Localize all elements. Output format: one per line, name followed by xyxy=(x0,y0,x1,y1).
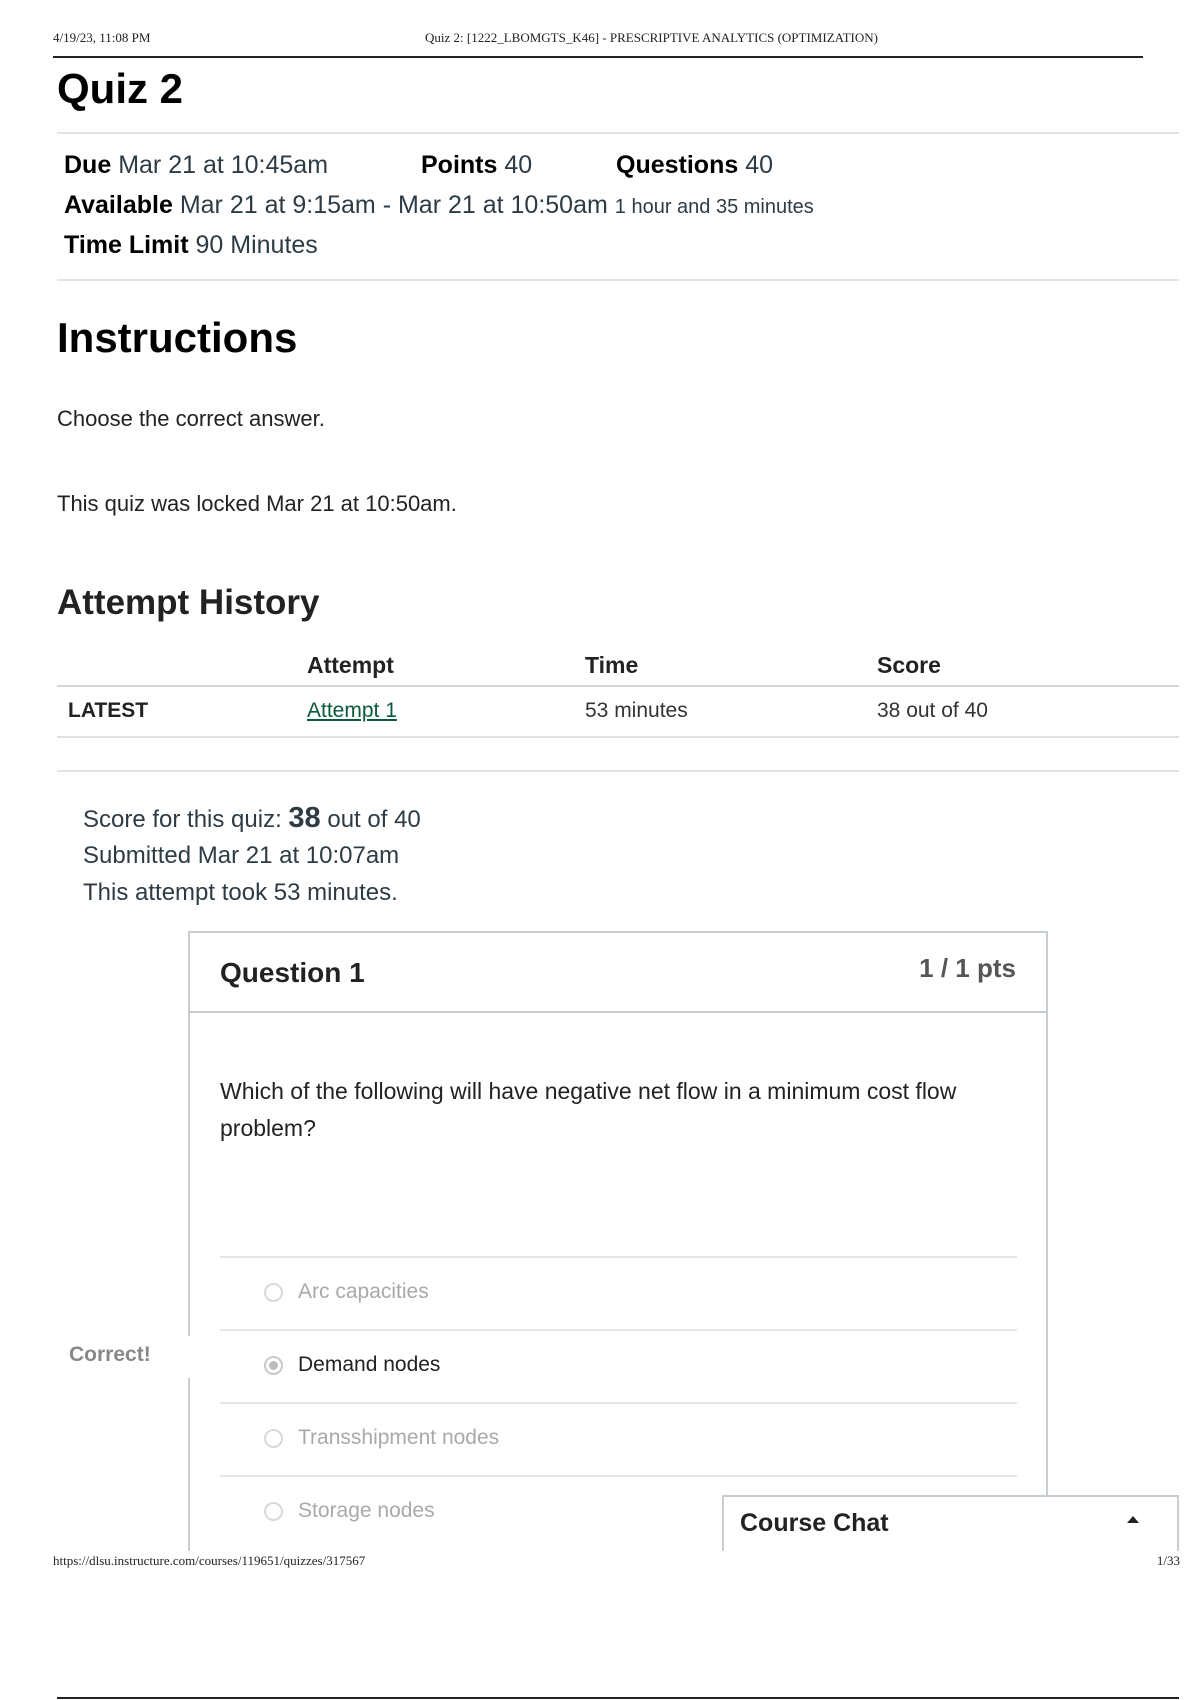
radio-button[interactable] xyxy=(264,1502,283,1521)
attempt-time: 53 minutes xyxy=(585,699,688,722)
feedback-gap xyxy=(188,1336,192,1378)
attempt-score: 38 out of 40 xyxy=(877,699,988,722)
course-chat-panel[interactable] xyxy=(722,1495,1179,1551)
quiz-score xyxy=(83,802,421,835)
radio-button-selected[interactable] xyxy=(264,1356,283,1375)
available-duration: 1 hour and 35 minutes xyxy=(614,196,814,218)
points-label: Points xyxy=(421,151,498,179)
answer-option[interactable] xyxy=(220,1256,1017,1329)
divider xyxy=(57,770,1179,772)
question-header xyxy=(190,933,1046,1013)
available-label: Available xyxy=(64,191,173,219)
divider xyxy=(57,1697,1179,1699)
answer-option[interactable] xyxy=(220,1329,1017,1402)
print-document-title: Quiz 2: [1222_LBOMGTS_K46] - PRESCRIPTIVE ANALYTICS (OPTIMIZATION) xyxy=(425,30,878,45)
print-date: 4/19/23, 11:08 PM xyxy=(53,30,151,45)
time-limit-label: Time Limit xyxy=(64,231,189,259)
answer-label: Transshipment nodes xyxy=(298,1426,500,1449)
attempt-1-link[interactable]: Attempt 1 xyxy=(307,699,397,722)
points-meta xyxy=(421,151,532,180)
available-value: Mar 21 at 9:15am - Mar 21 at 10:50am xyxy=(179,191,608,219)
latest-tag: LATEST xyxy=(68,699,149,722)
answer-label: Storage nodes xyxy=(298,1499,435,1522)
column-header-attempt: Attempt xyxy=(307,652,394,678)
question-points: 1 / 1 pts xyxy=(919,953,1016,983)
answer-option[interactable] xyxy=(220,1402,1017,1475)
radio-button[interactable] xyxy=(264,1283,283,1302)
questions-meta xyxy=(616,151,773,180)
score-value: 38 xyxy=(288,802,321,834)
radio-button[interactable] xyxy=(264,1429,283,1448)
answer-label: Demand nodes xyxy=(298,1353,441,1376)
course-chat-title: Course Chat xyxy=(740,1509,889,1537)
question-title: Question 1 xyxy=(220,957,365,988)
points-value: 40 xyxy=(504,151,533,179)
question-text: Which of the following will have negative net flow in a minimum cost flow problem? xyxy=(220,1078,957,1141)
attempt-history-heading: Attempt History xyxy=(57,583,320,622)
questions-value: 40 xyxy=(745,151,774,179)
quiz-meta-row-1 xyxy=(64,151,328,180)
quiz-meta-row-3 xyxy=(64,231,318,260)
print-page-number: 1/33 xyxy=(1156,1553,1180,1568)
instructions-text: Choose the correct answer. xyxy=(57,406,325,431)
print-footer xyxy=(53,1551,1180,1571)
print-header xyxy=(53,28,1143,58)
question-card xyxy=(188,931,1048,1551)
due-value: Mar 21 at 10:45am xyxy=(118,151,329,179)
due-label: Due xyxy=(64,151,112,179)
divider xyxy=(57,132,1179,134)
attempt-duration: This attempt took 53 minutes. xyxy=(83,879,398,906)
column-header-time: Time xyxy=(585,652,639,678)
quiz-meta-row-2 xyxy=(64,191,814,220)
questions-label: Questions xyxy=(616,151,739,179)
table-row xyxy=(57,687,1179,738)
attempt-history-table xyxy=(57,645,1179,738)
column-header-score: Score xyxy=(877,652,941,678)
caret-up-icon[interactable] xyxy=(1127,1516,1139,1523)
score-prefix: Score for this quiz: xyxy=(83,806,282,833)
print-url: https://dlsu.instructure.com/courses/119651/quizzes/317567 xyxy=(53,1553,366,1568)
correct-feedback-tag: Correct! xyxy=(69,1343,151,1366)
time-limit-value: 90 Minutes xyxy=(195,231,318,259)
table-header xyxy=(57,645,1179,687)
instructions-heading: Instructions xyxy=(57,314,298,361)
answer-label: Arc capacities xyxy=(298,1280,429,1303)
divider xyxy=(57,279,1179,281)
score-suffix: out of 40 xyxy=(327,806,421,833)
submitted-time: Submitted Mar 21 at 10:07am xyxy=(83,842,400,869)
page-title: Quiz 2 xyxy=(57,65,184,112)
locked-notice: This quiz was locked Mar 21 at 10:50am. xyxy=(57,491,457,516)
